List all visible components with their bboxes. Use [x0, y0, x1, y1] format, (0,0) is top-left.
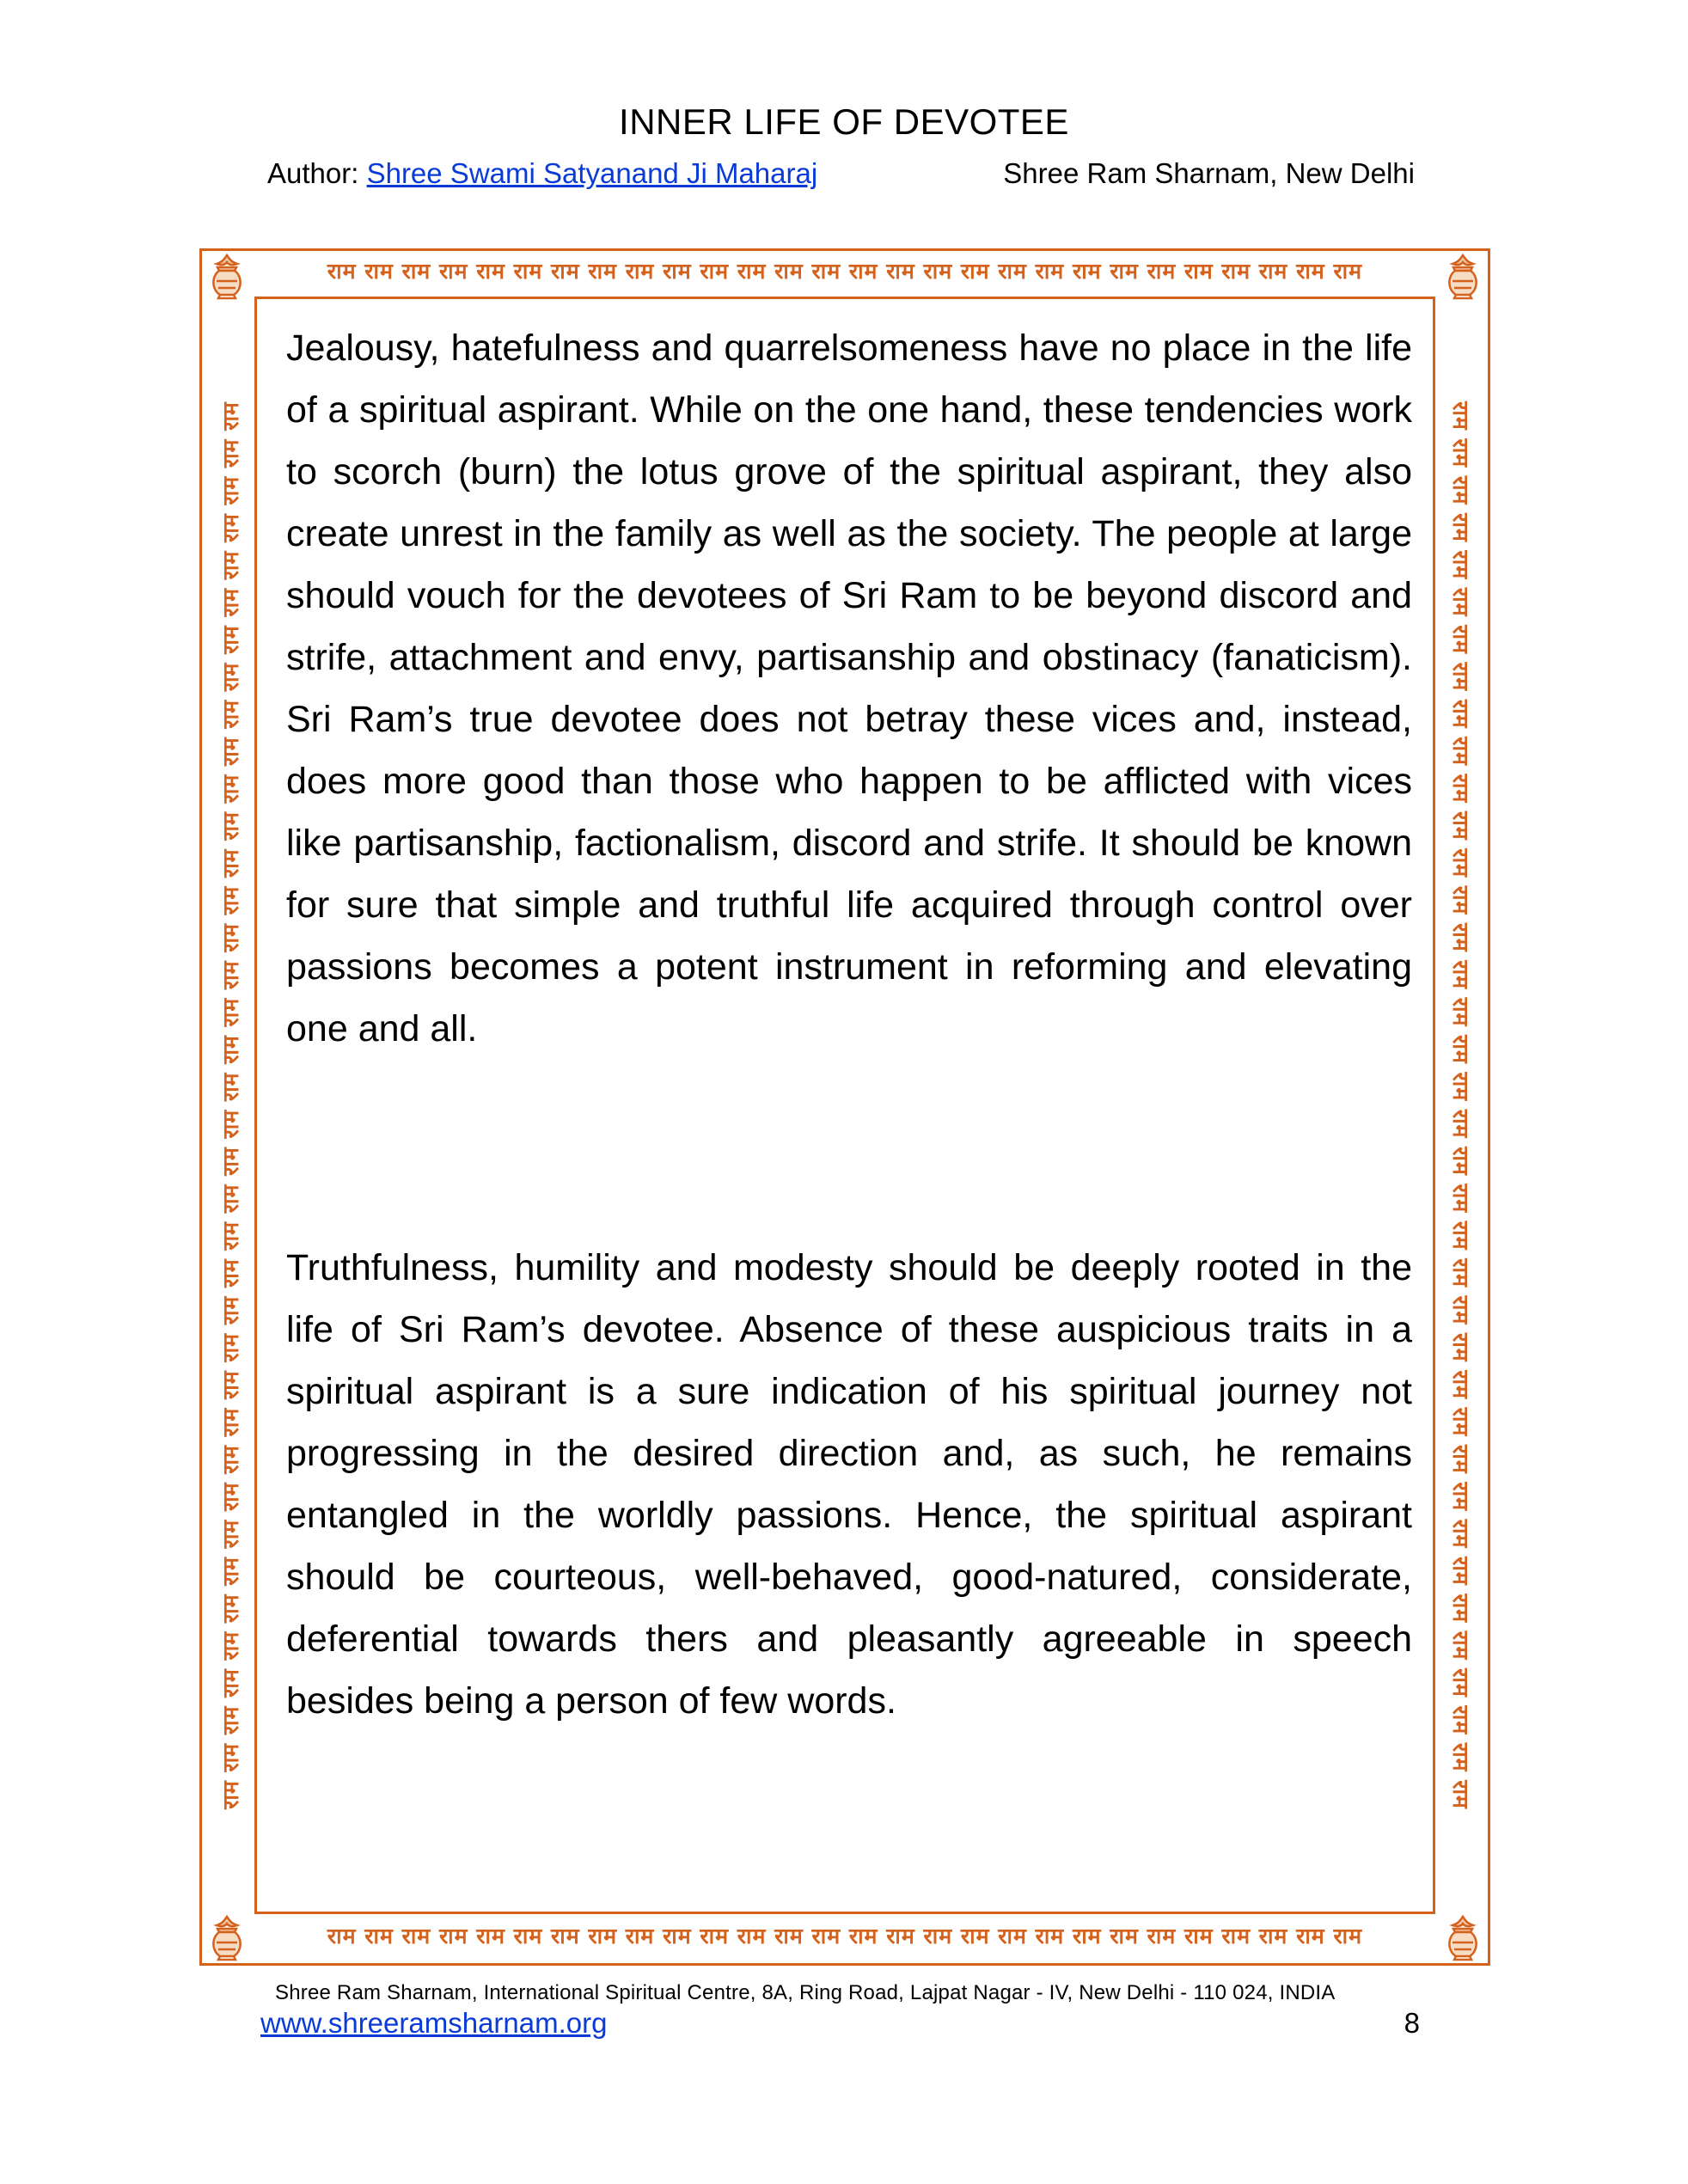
body-paragraph-2: Truthfulness, humility and modesty should be deeply rooted in the life of Sri Ram’s devotee. Absence of these auspicious traits in a spiritual aspirant is a sure indication of his spiritual journey not progressing in the desired direction and, as such, he remains entangled in the worldly passions. Hence, the spiritual aspirant should be courteous, well-behaved, good-natured, considerate, deferential towards thers and pleasantly agreeable in speech besides being a person of few words.: [286, 1247, 1412, 1722]
author-prefix: Author:: [267, 157, 367, 189]
website-link[interactable]: www.shreeramsharnam.org: [260, 2007, 608, 2039]
border-text-left: राम राम राम राम राम राम राम राम राम राम राम राम राम राम राम राम राम राम राम राम राम राम राम राम राम राम राम राम राम राम राम राम राम राम राम राम राम राम: [218, 401, 243, 1809]
body-paragraph-1: Jealousy, hatefulness and quarrelsomeness have no place in the life of a spiritual aspirant. While on the one hand, these tendencies work to scorch (burn) the lotus grove of the spiritual aspirant, they also create unrest in the family as well as the society. The people at large should vouch for the devotees of Sri Ram to be beyond discord and strife, attachment and envy, partisanship and obstinacy (fanaticism). Sri Ram’s true devotee does not betray these vices and, instead, does more good than those who happen to be afflicted with vices like partisanship, factionalism, discord and strife. It should be known for sure that simple and truthful life acquired through control over passions becomes a potent instrument in reforming and elevating one and all.: [286, 327, 1412, 1049]
border-text-right-column: [1444, 297, 1478, 1914]
border-text-left-column: [213, 297, 248, 1914]
organization-label: Shree Ram Sharnam, New Delhi: [1003, 157, 1415, 189]
kalash-icon: [1439, 252, 1487, 300]
footer-address: Shree Ram Sharnam, International Spiritual Centre, 8A, Ring Road, Lajpat Nagar - IV, New Delhi - 110 024, INDIA: [275, 1981, 1336, 2004]
document-title: INNER LIFE OF DEVOTEE: [619, 101, 1069, 142]
border-text-top: राम राम राम राम राम राम राम राम राम राम राम राम राम राम राम राम राम राम राम राम राम राम राम राम राम राम राम राम: [327, 259, 1363, 284]
page-number: 8: [1404, 2007, 1420, 2039]
author-link[interactable]: Shree Swami Satyanand Ji Maharaj: [366, 157, 818, 189]
kalash-icon: [203, 252, 251, 300]
border-text-bottom: राम राम राम राम राम राम राम राम राम राम राम राम राम राम राम राम राम राम राम राम राम राम राम राम राम राम राम राम: [327, 1924, 1363, 1948]
border-text-right: राम राम राम राम राम राम राम राम राम राम राम राम राम राम राम राम राम राम राम राम राम राम राम राम राम राम राम राम राम राम राम राम राम राम राम राम राम राम: [1448, 401, 1473, 1809]
kalash-icon: [1439, 1913, 1487, 1961]
kalash-icon: [203, 1913, 251, 1961]
author-line: [267, 157, 817, 190]
